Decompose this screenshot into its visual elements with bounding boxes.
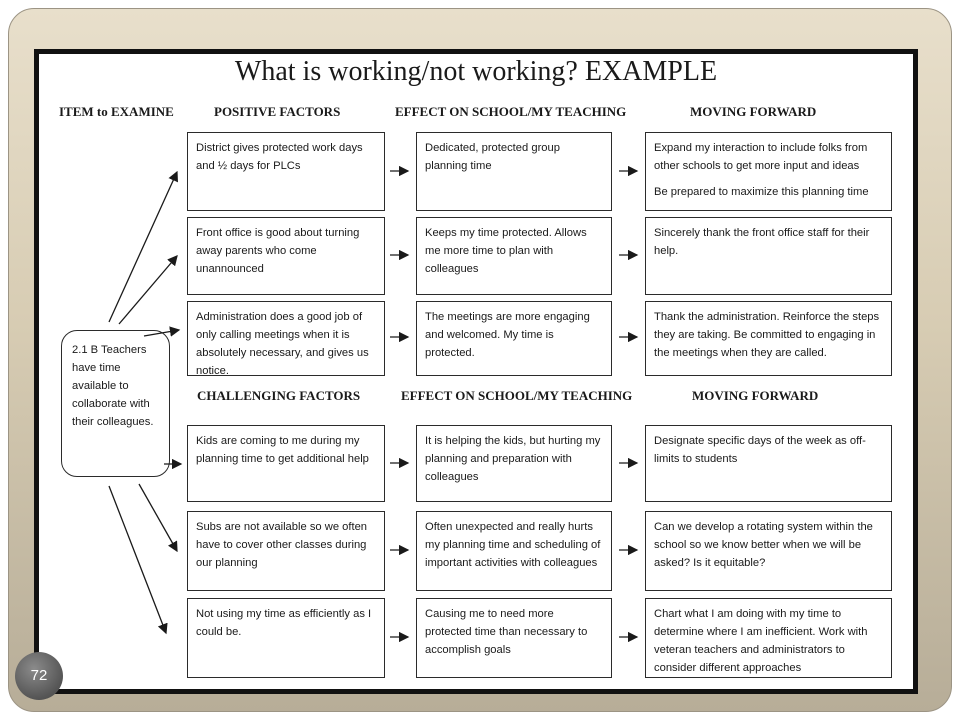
challenging-effect-text: It is helping the kids, but hurting my planning and preparation with colleagues bbox=[425, 435, 601, 483]
challenging-factor-text: Kids are coming to me during my planning time to get additional help bbox=[196, 435, 369, 465]
arrow-to-positive-row-1 bbox=[109, 172, 177, 322]
arrow-to-positive-row-2 bbox=[119, 256, 177, 324]
positive-effect-text: Dedicated, protected group planning time bbox=[425, 142, 560, 172]
positive-factor-text: District gives protected work days and ½ days for PLCs bbox=[196, 142, 363, 172]
arrow-to-positive-row-3 bbox=[144, 330, 179, 336]
document-image bbox=[34, 49, 918, 694]
header-positive-factors: POSITIVE FACTORS bbox=[214, 104, 341, 119]
document-page bbox=[39, 54, 913, 689]
header-effect-top: EFFECT ON SCHOOL/MY TEACHING bbox=[395, 104, 627, 119]
positive-effect-text: The meetings are more engaging and welcomed. My time is protected. bbox=[425, 311, 590, 359]
page-title: What is working/not working? EXAMPLE bbox=[234, 56, 718, 87]
challenging-factor-text: Subs are not available so we often have to cover other classes during our planning bbox=[196, 521, 368, 569]
positive-factor-text: Front office is good about turning away parents who come unannounced bbox=[196, 227, 360, 275]
page-number-badge: 72 bbox=[15, 652, 63, 700]
challenging-forward-text: Can we develop a rotating system within the school so we know better when we will be asked? Is it equitable? bbox=[654, 521, 873, 569]
header-moving-forward-bottom: MOVING FORWARD bbox=[692, 388, 819, 403]
challenging-effect-text: Often unexpected and really hurts my planning time and scheduling of important activities with colleagues bbox=[425, 521, 601, 569]
positive-forward-extra-text: Be prepared to maximize this planning time bbox=[654, 186, 869, 198]
positive-forward-text: Expand my interaction to include folks from other schools to get more input and ideas bbox=[654, 142, 868, 172]
arrow-to-challenging-row-3 bbox=[109, 486, 166, 633]
challenging-effect-text: Causing me to need more protected time than necessary to accomplish goals bbox=[425, 608, 588, 656]
header-effect-bottom: EFFECT ON SCHOOL/MY TEACHING bbox=[401, 388, 633, 403]
challenging-forward-text: Chart what I am doing with my time to determine where I am inefficient. Work with veteran teachers and administrators to consider different approaches bbox=[654, 608, 868, 674]
item-text: 2.1 B Teachers have time available to collaborate with their colleagues. bbox=[72, 344, 154, 428]
header-moving-forward-top: MOVING FORWARD bbox=[690, 104, 817, 119]
positive-factor-text: Administration does a good job of only calling meetings when it is absolutely necessary, and gives us notice. bbox=[196, 311, 369, 376]
arrow-to-challenging-row-2 bbox=[139, 484, 177, 551]
connector-arrows bbox=[39, 54, 913, 689]
positive-effect-text: Keeps my time protected. Allows me more time to plan with colleagues bbox=[425, 227, 587, 275]
challenging-factor-text: Not using my time as efficiently as I could be. bbox=[196, 608, 372, 638]
positive-forward-text: Sincerely thank the front office staff for their help. bbox=[654, 227, 870, 257]
positive-forward-text: Thank the administration. Reinforce the steps they are taking. Be committed to engaging in the meetings when they are called. bbox=[654, 311, 880, 359]
header-item-to-examine: ITEM to EXAMINE bbox=[59, 104, 174, 119]
header-challenging-factors: CHALLENGING FACTORS bbox=[197, 388, 361, 403]
challenging-forward-text: Designate specific days of the week as off-limits to students bbox=[654, 435, 866, 465]
